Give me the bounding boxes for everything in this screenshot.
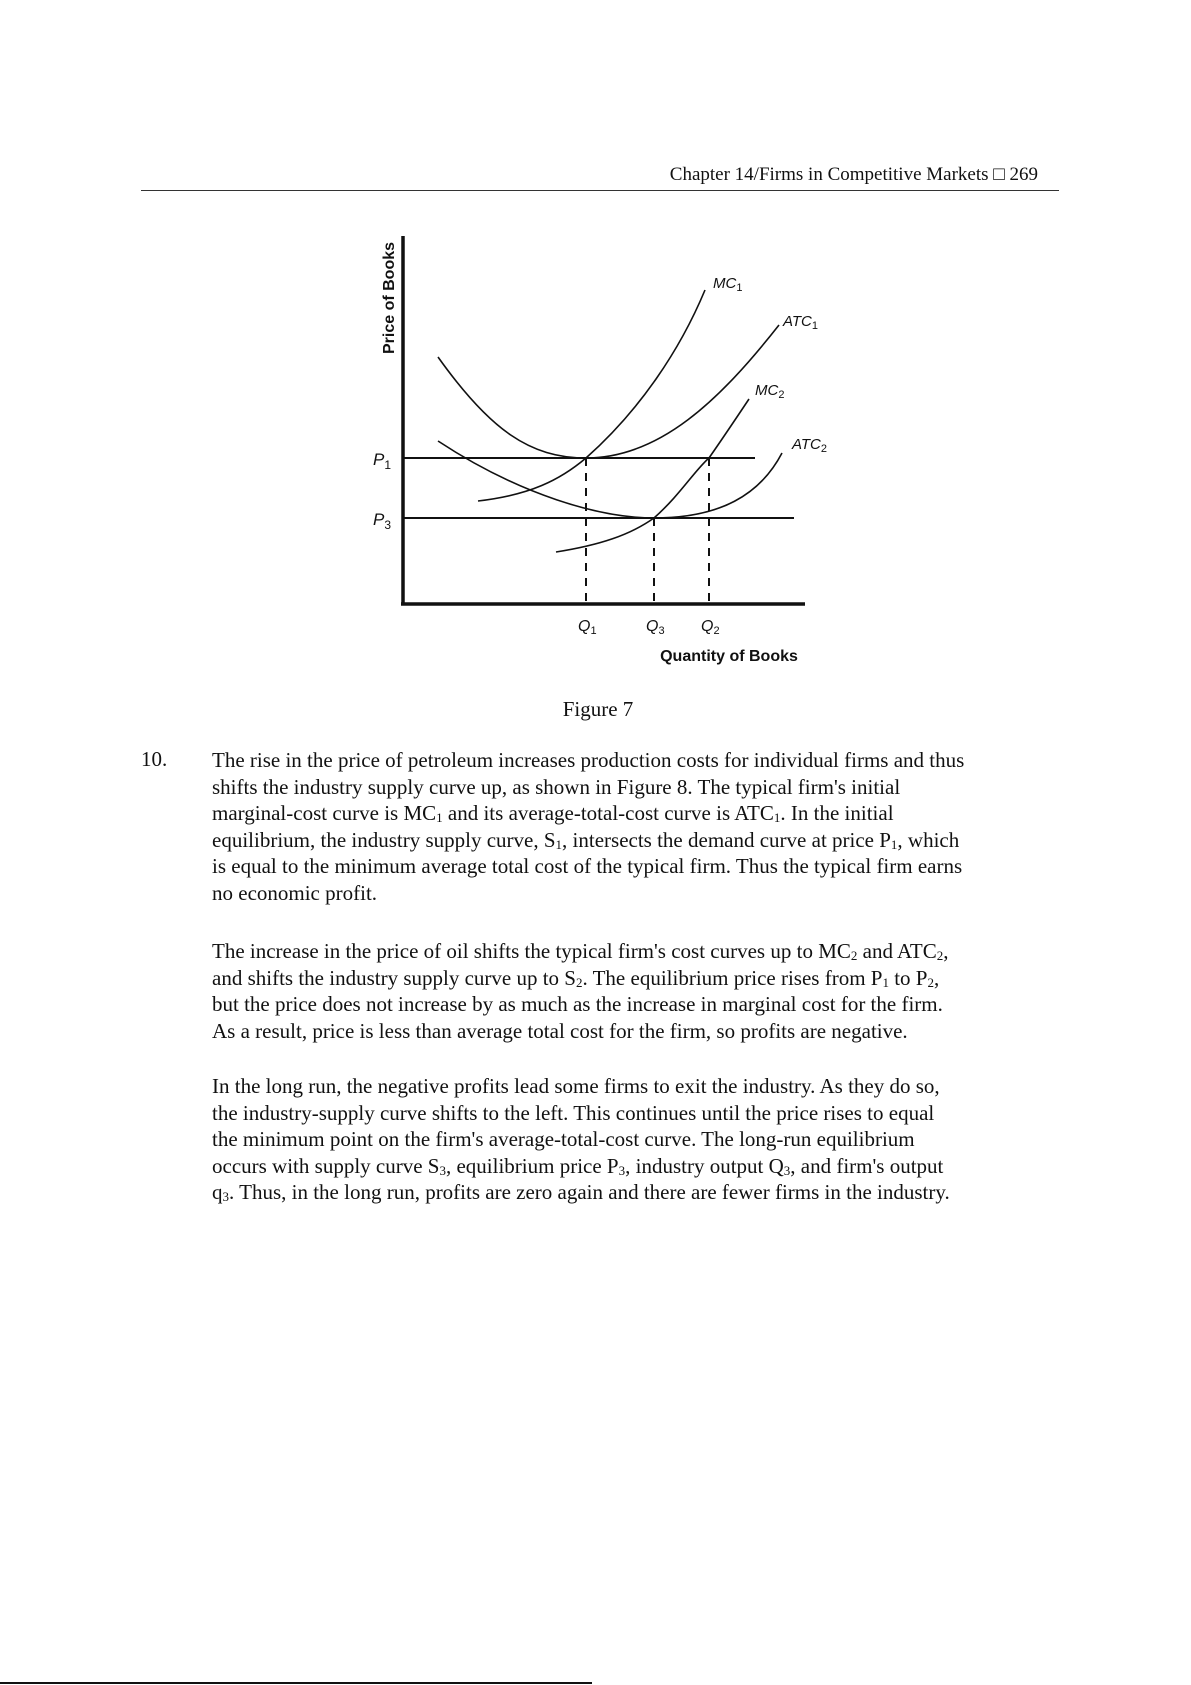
figure-7-diagram (0, 0, 1191, 680)
paragraph-3-line: the industry-supply curve shifts to the left. This continues until the price rises to equal (212, 1100, 935, 1125)
label-q2: Q2 (701, 618, 720, 637)
label-mc2: $MC_2$ (755, 382, 785, 401)
label-p3: $P_3$ (373, 510, 392, 532)
x-axis-label: Quantity of Books (660, 648, 798, 665)
paragraph-3-line: occurs with supply curve $S_3$, equilibrium price $P_3$, industry output $Q_3$, and firm's output (212, 1153, 944, 1178)
question-number: 10. (141, 747, 168, 771)
label-atc1: $ATC_1$ (783, 313, 819, 332)
paragraph-1-line: shifts the industry supply curve up, as shown in Figure 8. The typical firm's initial (212, 774, 901, 799)
footer-rule (0, 1682, 592, 1684)
running-header: Chapter 14/Firms in Competitive Markets □ 269 (669, 164, 1038, 185)
curve-atc2 (438, 441, 782, 518)
label-p1: $P_1$ (373, 450, 392, 472)
paragraph-2-line: The increase in the price of oil shifts the typical firm's cost curves up to $MC_2$ and $ATC_2$, (212, 939, 949, 963)
paragraph-2-line: and shifts the industry supply curve up to $S_2$. The equilibrium price rises from $P_1$ to $P_2$, (212, 965, 940, 990)
paragraph-1-line: marginal-cost curve is $MC_1$ and its average-total-cost curve is $ATC_1$. In the initial (212, 801, 894, 825)
curve-mc2 (556, 399, 749, 552)
curve-atc1 (438, 325, 779, 458)
paragraph-1-line: equilibrium, the industry supply curve, $S_1$, intersects the demand curve at price $P_1$, which (212, 827, 960, 852)
paragraph-3-line: In the long run, the negative profits lead some firms to exit the industry. As they do so, (212, 1074, 940, 1098)
paragraph-2-line: but the price does not increase by as much as the increase in marginal cost for the firm. (212, 992, 943, 1016)
label-atc2: $ATC_2$ (792, 436, 828, 455)
paragraph-3-line: $q_3$. Thus, in the long run, profits are zero again and there are fewer firms in the industry. (212, 1180, 950, 1204)
paragraph-2-line: As a result, price is less than average total cost for the firm, so profits are negative. (212, 1018, 908, 1043)
figure-caption: Figure 7 (562, 697, 634, 721)
paragraph-1-line: is equal to the minimum average total cost of the typical firm. Thus the typical firm earns (212, 854, 963, 878)
paragraph-1-line: The rise in the price of petroleum increases production costs for individual firms and thus (212, 748, 965, 772)
y-axis-label: Price of Books (381, 241, 398, 355)
paragraph-3-line: the minimum point on the firm's average-total-cost curve. The long-run equilibrium (212, 1127, 915, 1151)
label-q1: Q1 (578, 618, 597, 637)
label-q3: Q3 (646, 618, 665, 637)
curve-mc1 (478, 290, 705, 501)
label-mc1: $MC_1$ (713, 275, 743, 294)
paragraph-1-line: no economic profit. (212, 880, 378, 905)
